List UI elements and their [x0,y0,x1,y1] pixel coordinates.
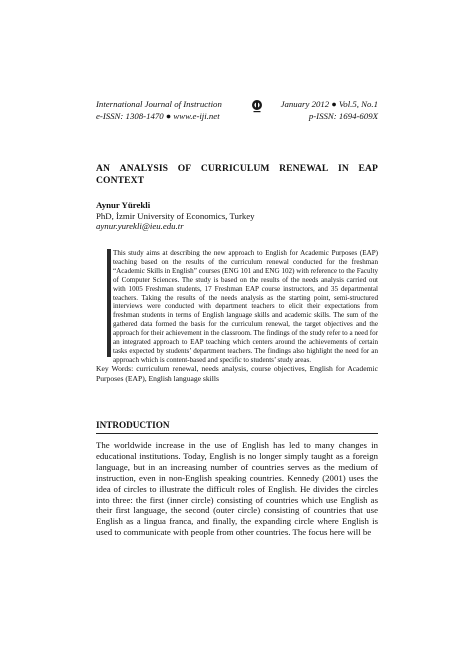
abstract-text: This study aims at describing the new approach to English for Academic Purposes (EAP) teaching based on the results of the curriculum renewal conducted for the freshman “Academic Skills in English” courses (ENG 101 and ENG 102) with reference to the Faculty of Computer Sciences. The study is based on the results of the needs analysis carried out with 1005 Freshman students, 17 Freshman EAP course instructors, and 35 departmental teachers. Taking the results of the needs analysis as the starting point, semi-structured interviews were conducted with department teachers to elicit their expectations from freshman students in terms of English language skills and academic skills. The sum of the gathered data formed the basis for the curriculum renewal, the target objectives and the approach for their achievement in the classroom. The findings of the study refer to a need for an integrated approach to EAP teaching which centers around the achievements of certain tasks expected by students’ department teachers. The findings also highlight the need for an approach which is content-based and specific to students’ study areas. [113,249,378,364]
title-line-1 [96,163,378,175]
introduction-body: The worldwide increase in the use of English has led to many changes in educational institutions. Today, English is no longer simply taught as a foreign language, but in an increasing number of countries serves as the medium of instruction, even in non-English speaking countries. Kennedy (2001) uses the idea of circles to illustrate the difficult roles of English. He divides the circles into three: the first (inner circle) consisting of countries which use English as their first language, the second (outer circle) consisting of countries that use English as a lingua franca, and finally, the expanding circle where English is used to communicate with people from other countries. The focus here will be [96,440,378,538]
e-issn: e-ISSN: 1308-1470 ● www.e-iji.net [96,111,220,121]
journal-logo-icon [251,98,263,114]
title-word: OF [177,163,192,174]
author-email[interactable]: aynur.yurekli@ieu.edu.tr [96,221,184,232]
journal-name: International Journal of Instruction [96,99,222,109]
section-divider [96,433,378,434]
issue-info: January 2012 ● Vol.5, No.1 [280,99,378,109]
author-block [96,200,378,232]
journal-header [96,98,378,122]
title-word: RENEWAL [279,163,329,174]
abstract-sidebar-rule [107,249,111,357]
p-issn: p-ISSN: 1694-609X [308,111,378,121]
header-right [281,98,378,122]
title-word: CURRICULUM [200,163,270,174]
keywords: Key Words: curriculum renewal, needs analysis, course objectives, English for Academic Purposes (EAP), English language skills [96,364,378,384]
author-affiliation: PhD, İzmir University of Economics, Turkey [96,210,255,221]
title-line-2: CONTEXT [96,175,145,186]
title-word: AN [96,163,111,174]
paper-title [96,163,378,187]
title-word: ANALYSIS [119,163,169,174]
section-heading-introduction: INTRODUCTION [96,420,170,430]
header-left [96,98,222,122]
author-name: Aynur Yürekli [96,200,151,210]
title-word: IN [337,163,349,174]
title-word: EAP [358,163,378,174]
journal-logo-svg [251,98,263,114]
